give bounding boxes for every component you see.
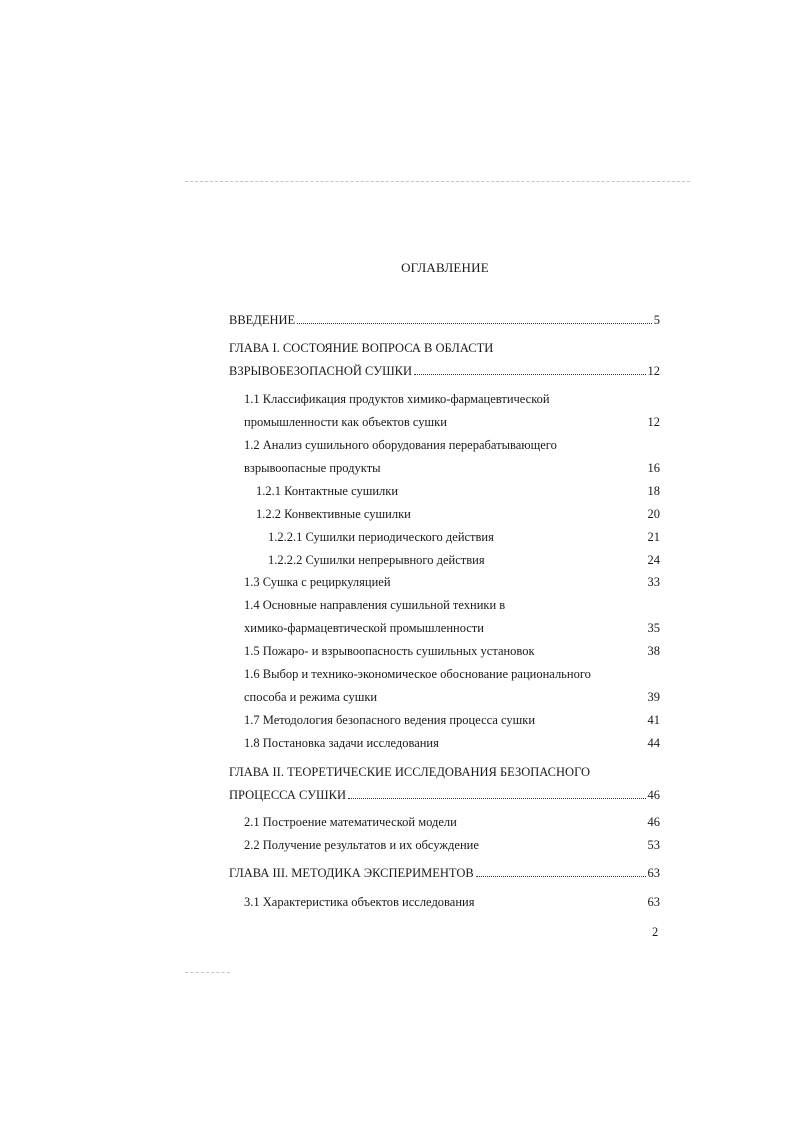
toc-entry-1-4-line-1[interactable] — [244, 596, 660, 614]
toc-entry-text: способа и режима сушки — [244, 690, 378, 704]
toc-entry-text: ГЛАВА I. СОСТОЯНИЕ ВОПРОСА В ОБЛАСТИ — [229, 341, 494, 355]
toc-entry-1-2-line-1[interactable] — [244, 436, 660, 454]
toc-entry-text: 1.7 Методология безопасного ведения процесса сушки — [244, 713, 536, 727]
toc-entry-page: 53 — [647, 838, 660, 852]
toc-entry-text: ГЛАВА III. МЕТОДИКА ЭКСПЕРИМЕНТОВ — [229, 866, 474, 880]
toc-entry-1-1-line-2[interactable] — [244, 413, 660, 431]
toc-entry-page: 24 — [647, 553, 660, 567]
toc-entry-1-6-line-1[interactable] — [244, 665, 660, 683]
toc-entry-chapter-2-line-1[interactable] — [229, 763, 660, 781]
toc-entry-page: 33 — [647, 575, 660, 589]
toc-entry-text: химико-фармацевтической промышленности — [244, 621, 484, 635]
toc-entry-text: 3.1 Характеристика объектов исследования — [244, 895, 475, 909]
toc-entry-1-2-1[interactable] — [256, 482, 660, 500]
toc-entry-2-2[interactable] — [244, 836, 660, 854]
toc-entry-text: ВВЕДЕНИЕ — [229, 313, 296, 327]
toc-entry-text: 2.2 Получение результатов и их обсуждение — [244, 838, 479, 852]
toc-entry-3-1[interactable] — [244, 893, 660, 911]
toc-entry-page: 16 — [647, 461, 660, 475]
toc-entry-1-2-line-2[interactable] — [244, 459, 660, 477]
toc-entry-text: 1.6 Выбор и технико-экономическое обоснование рационального — [244, 667, 591, 681]
toc-entry-page: 39 — [647, 690, 660, 704]
toc-entry-text: ВЗРЫВОБЕЗОПАСНОЙ СУШКИ — [229, 364, 413, 378]
toc-entry-text: 1.2 Анализ сушильного оборудования перерабатывающего — [244, 438, 557, 452]
toc-entry-chapter-2-line-2[interactable] — [229, 786, 660, 804]
toc-entry-text: 1.2.1 Контактные сушилки — [256, 484, 399, 498]
toc-entry-1-7[interactable] — [244, 711, 660, 729]
toc-entry-page: 46 — [647, 788, 660, 802]
toc-entry-text: 1.2.2.1 Сушилки периодического действия — [268, 530, 494, 544]
toc-entry-text: 1.4 Основные направления сушильной техники в — [244, 598, 506, 612]
toc-entry-1-2-2-1[interactable] — [268, 528, 660, 546]
toc-entry-page: 44 — [647, 736, 660, 750]
toc-entry-page: 63 — [647, 866, 660, 880]
toc-entry-1-8[interactable] — [244, 734, 660, 752]
toc-entry-text: 1.2.2 Конвективные сушилки — [256, 507, 411, 521]
toc-entry-page: 38 — [647, 644, 660, 658]
toc-entry-page: 35 — [647, 621, 660, 635]
toc-entry-text: 1.3 Сушка с рециркуляцией — [244, 575, 391, 589]
toc-entry-1-4-line-2[interactable] — [244, 619, 660, 637]
toc-entry-chapter-1-line-2[interactable] — [229, 362, 660, 380]
toc-entry-page: 41 — [647, 713, 660, 727]
dot-leader — [297, 311, 652, 324]
toc-entry-2-1[interactable] — [244, 813, 660, 831]
toc-entry-chapter-3[interactable] — [229, 864, 660, 882]
toc-entry-page: 5 — [653, 313, 660, 327]
toc-entry-text: 1.1 Классификация продуктов химико-фармацевтической — [244, 392, 550, 406]
toc-entry-text: взрывоопасные продукты — [244, 461, 381, 475]
toc-entry-text: 2.1 Построение математической модели — [244, 815, 457, 829]
dot-leader — [476, 864, 646, 877]
toc-entry-1-2-2-2[interactable] — [268, 551, 660, 569]
toc-entry-page: 21 — [647, 530, 660, 544]
toc-entry-text: 1.5 Пожаро- и взрывоопасность сушильных установок — [244, 644, 535, 658]
dot-leader — [414, 362, 645, 375]
toc-entry-1-2-2[interactable] — [256, 505, 660, 523]
toc-entry-page: 12 — [647, 364, 660, 378]
toc-entry-text: 1.8 Постановка задачи исследования — [244, 736, 439, 750]
page-title: ОГЛАВЛЕНИЕ — [401, 260, 489, 275]
toc-entry-1-5[interactable] — [244, 642, 660, 660]
toc-entry-page: 63 — [647, 895, 660, 909]
toc-entry-page: 18 — [647, 484, 660, 498]
toc-entry-page: 12 — [647, 415, 660, 429]
toc-entry-text: промышленности как объектов сушки — [244, 415, 447, 429]
page-number: 2 — [652, 925, 659, 939]
toc-entry-introduction[interactable] — [229, 311, 660, 329]
toc-entry-text: 1.2.2.2 Сушилки непрерывного действия — [268, 553, 485, 567]
toc-entry-1-6-line-2[interactable] — [244, 688, 660, 706]
toc-entry-1-3[interactable] — [244, 573, 660, 591]
dot-leader — [348, 786, 645, 799]
toc-entry-text: ГЛАВА II. ТЕОРЕТИЧЕСКИЕ ИССЛЕДОВАНИЯ БЕЗОПАСНОГО — [229, 765, 591, 779]
toc-entry-1-1-line-1[interactable] — [244, 390, 660, 408]
toc-entry-text: ПРОЦЕССА СУШКИ — [229, 788, 347, 802]
toc-entry-page: 46 — [647, 815, 660, 829]
toc-entry-page: 20 — [647, 507, 660, 521]
toc-entry-chapter-1-line-1[interactable] — [229, 339, 660, 357]
